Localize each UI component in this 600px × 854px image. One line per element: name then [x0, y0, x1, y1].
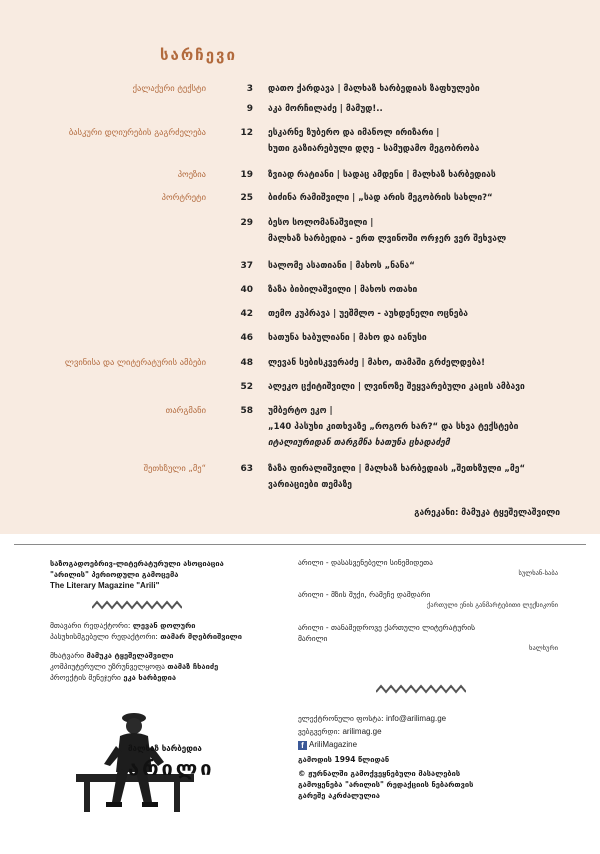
website-link[interactable]: arilimag.ge — [342, 727, 382, 736]
facebook-link[interactable]: AriliMagazine — [309, 740, 358, 749]
magazine-name-en: The Literary Magazine "Arili" — [50, 581, 160, 590]
toc-page-number: 37 — [240, 261, 253, 271]
colophon — [50, 558, 280, 683]
copyright — [298, 768, 558, 801]
chief-editor-name: ლევან დოლური — [132, 621, 196, 630]
responsible-editor — [50, 631, 280, 642]
toc-entry[interactable] — [0, 406, 600, 448]
responsible-editor-name: თამარ მღებრიშვილი — [160, 632, 242, 641]
staff — [50, 650, 280, 683]
toc-entry[interactable] — [0, 170, 600, 186]
logo-wordmark: არილი — [128, 756, 215, 780]
toc-category: ლვინისა და ლიტერატურის ამბები — [64, 358, 206, 368]
toc-text: ზვიად რატიანი | სადაც ამდენი | მალხაზ ხარბედიას — [268, 170, 496, 180]
since-year: გამოდის 1994 წლიდან — [298, 755, 390, 764]
definition-source: ქართული ენის განმარტებითი ლექსიკონი — [426, 601, 558, 609]
toc-text: ხათუნა ხაბულიანი | მახო და იანუსი — [268, 333, 427, 343]
email-label: ელექტრონული ფოსტა: — [298, 714, 384, 723]
chief-editor-label: მთავარი რედაქტორი: — [50, 621, 131, 630]
logo-person-name: მალხაზ ხარბედია — [128, 744, 202, 753]
toc-page-number: 19 — [240, 170, 253, 180]
toc-page-number: 3 — [246, 84, 253, 94]
toc-entry[interactable] — [0, 333, 600, 349]
toc-page-number: 9 — [246, 104, 253, 114]
toc-text: იტალიურიდან თარგმნა ხათუნა ცხადაძემ — [268, 438, 450, 448]
arili-definition — [298, 622, 558, 658]
design-name: თამაზ ჩხაიძე — [167, 662, 219, 671]
contacts — [298, 712, 558, 801]
toc-text: ბიძინა რამიშვილი | „სად არის მეგობრის სახლი?“ — [268, 193, 493, 203]
design — [50, 661, 280, 672]
artist — [50, 650, 280, 661]
toc-page-number: 48 — [240, 358, 253, 368]
toc-text: ზაზა ბიბილაშვილი | მახოს ოთახი — [268, 285, 418, 295]
toc-entry[interactable] — [0, 218, 600, 244]
email-line — [298, 712, 558, 725]
toc-page-number: 42 — [240, 309, 253, 319]
design-label: კომპიუტერული უზრუნველყოფა — [50, 662, 165, 671]
toc-entry[interactable] — [0, 84, 600, 100]
arili-definition — [298, 590, 558, 616]
cover-credit: გარეკანი: მამუკა ტყეშელაშვილი — [414, 508, 560, 518]
toc-entry[interactable] — [0, 285, 600, 301]
toc-entry[interactable] — [0, 464, 600, 490]
definition-source: სულხან-საბა — [518, 569, 558, 577]
toc-title: სარჩევი — [160, 46, 237, 64]
toc-text: ზაზა ფირალიშვილი | მალხაზ ხარბედიას „შეთხზული „მე“ — [268, 464, 526, 474]
toc-text: სალომე ასათიანი | მახოს „ნანა“ — [268, 261, 415, 271]
toc-text: ლევან სებისკვერაძე | მახო, თამაში გრძელდება! — [268, 358, 485, 368]
toc-text: ესკარნე ზუბერო და იმანოლ ირიზარი | — [268, 128, 440, 138]
zigzag-ornament-icon — [92, 600, 182, 610]
manager — [50, 672, 280, 683]
toc-page-number: 25 — [240, 193, 253, 203]
side-info — [298, 558, 558, 801]
toc-page-number: 29 — [240, 218, 253, 228]
arili-definition — [298, 558, 558, 584]
toc-text: ალეკო ცქიტიშვილი | ლვინოზე შეყვარებული კაცის ამბავი — [268, 382, 525, 392]
toc-category: პორტრეტი — [161, 193, 206, 203]
toc-category: თარგმანი — [165, 406, 206, 416]
toc-category: ბასკური დღიურების გაგრძელება — [68, 128, 206, 138]
definition-text: არილი - თანამედროვე ქართული ლიტერატურის მარილი — [298, 623, 476, 643]
facebook-icon: f — [298, 741, 307, 750]
toc-page-number: 58 — [240, 406, 253, 416]
toc-text: დათო ქარდავა | მალხაზ ხარბედიას ზაფხულები — [268, 84, 480, 94]
copyright-line: გამოყენება "არილის" რედაქციის ნებართვის — [298, 780, 474, 789]
facebook-line[interactable] — [298, 738, 558, 751]
toc-text: ვარიაციები თემაზე — [268, 480, 353, 490]
definition-text: არილი - დასასვენებელი სინემიდეთა — [298, 558, 433, 567]
toc-text: „140 პასუხი კითხვაზე „როგორ ხარ?“ და სხვა ტექსტები — [268, 422, 519, 432]
copyright-line: გარეშე აკრძალულია — [298, 791, 380, 800]
toc-page-number: 52 — [240, 382, 253, 392]
toc-entry[interactable] — [0, 193, 600, 209]
toc-entry[interactable] — [0, 382, 600, 398]
responsible-editor-label: პასუხისმგებელი რედაქტორი: — [50, 632, 158, 641]
toc-text: თემო კუპრავა | უეშმლო - აუხდენელი ოცნება — [268, 309, 468, 319]
toc-text: მალხაზ ხარბედია - ერთ ლვინოში ორჯერ ვერ შეხვალ — [268, 234, 507, 244]
manager-name: ეკა ხარბედია — [123, 673, 177, 682]
toc-entry[interactable] — [0, 309, 600, 325]
toc-entry[interactable] — [0, 358, 600, 374]
chief-editor — [50, 620, 280, 631]
web-label: ვებგვერდი: — [298, 727, 341, 736]
editors — [50, 620, 280, 642]
toc-category: ქალაქური ტექსტი — [132, 84, 206, 94]
toc-entry[interactable] — [0, 128, 600, 154]
manager-label: პროექტის მენეჯერი — [50, 673, 121, 682]
definition-text: არილი - მზის შუქი, რამეჩე დამდარი — [298, 590, 431, 599]
toc-entry[interactable] — [0, 104, 600, 120]
artist-label: მხატვარი — [50, 651, 85, 660]
toc-page-number: 46 — [240, 333, 253, 343]
divider — [14, 544, 586, 545]
copyright-line: © ჟურნალში გამოქვეყნებული მასალების — [298, 769, 461, 778]
email-link[interactable]: info@arilimag.ge — [385, 714, 447, 723]
toc-page-number: 40 — [240, 285, 253, 295]
artist-name: მამუკა ტყეშელაშვილი — [86, 651, 174, 660]
toc-entry[interactable] — [0, 261, 600, 277]
toc-text: აკა მორჩილაძე | მამუდ!.. — [268, 104, 383, 114]
web-line — [298, 725, 558, 738]
toc-text: ხუთი გაზიარებული დღე - სამუდამო მეგობრობა — [268, 144, 480, 154]
toc-text: ბესო სოლომანაშვილი | — [268, 218, 374, 228]
toc-page-number: 12 — [240, 128, 253, 138]
definition-source: ხალხური — [529, 644, 558, 652]
toc-text: უმბერტო ეკო | — [268, 406, 333, 416]
toc-category: შეთხზული „მე“ — [143, 464, 206, 474]
org-publication: "არილის" პერიოდული გამოცემა — [50, 570, 179, 579]
toc-page-number: 63 — [240, 464, 253, 474]
org-name: საზოგადოებრივ-ლიტერატურული ასოციაცია — [50, 559, 224, 568]
zigzag-ornament-icon — [376, 684, 466, 694]
toc-category: პოეზია — [177, 170, 206, 180]
